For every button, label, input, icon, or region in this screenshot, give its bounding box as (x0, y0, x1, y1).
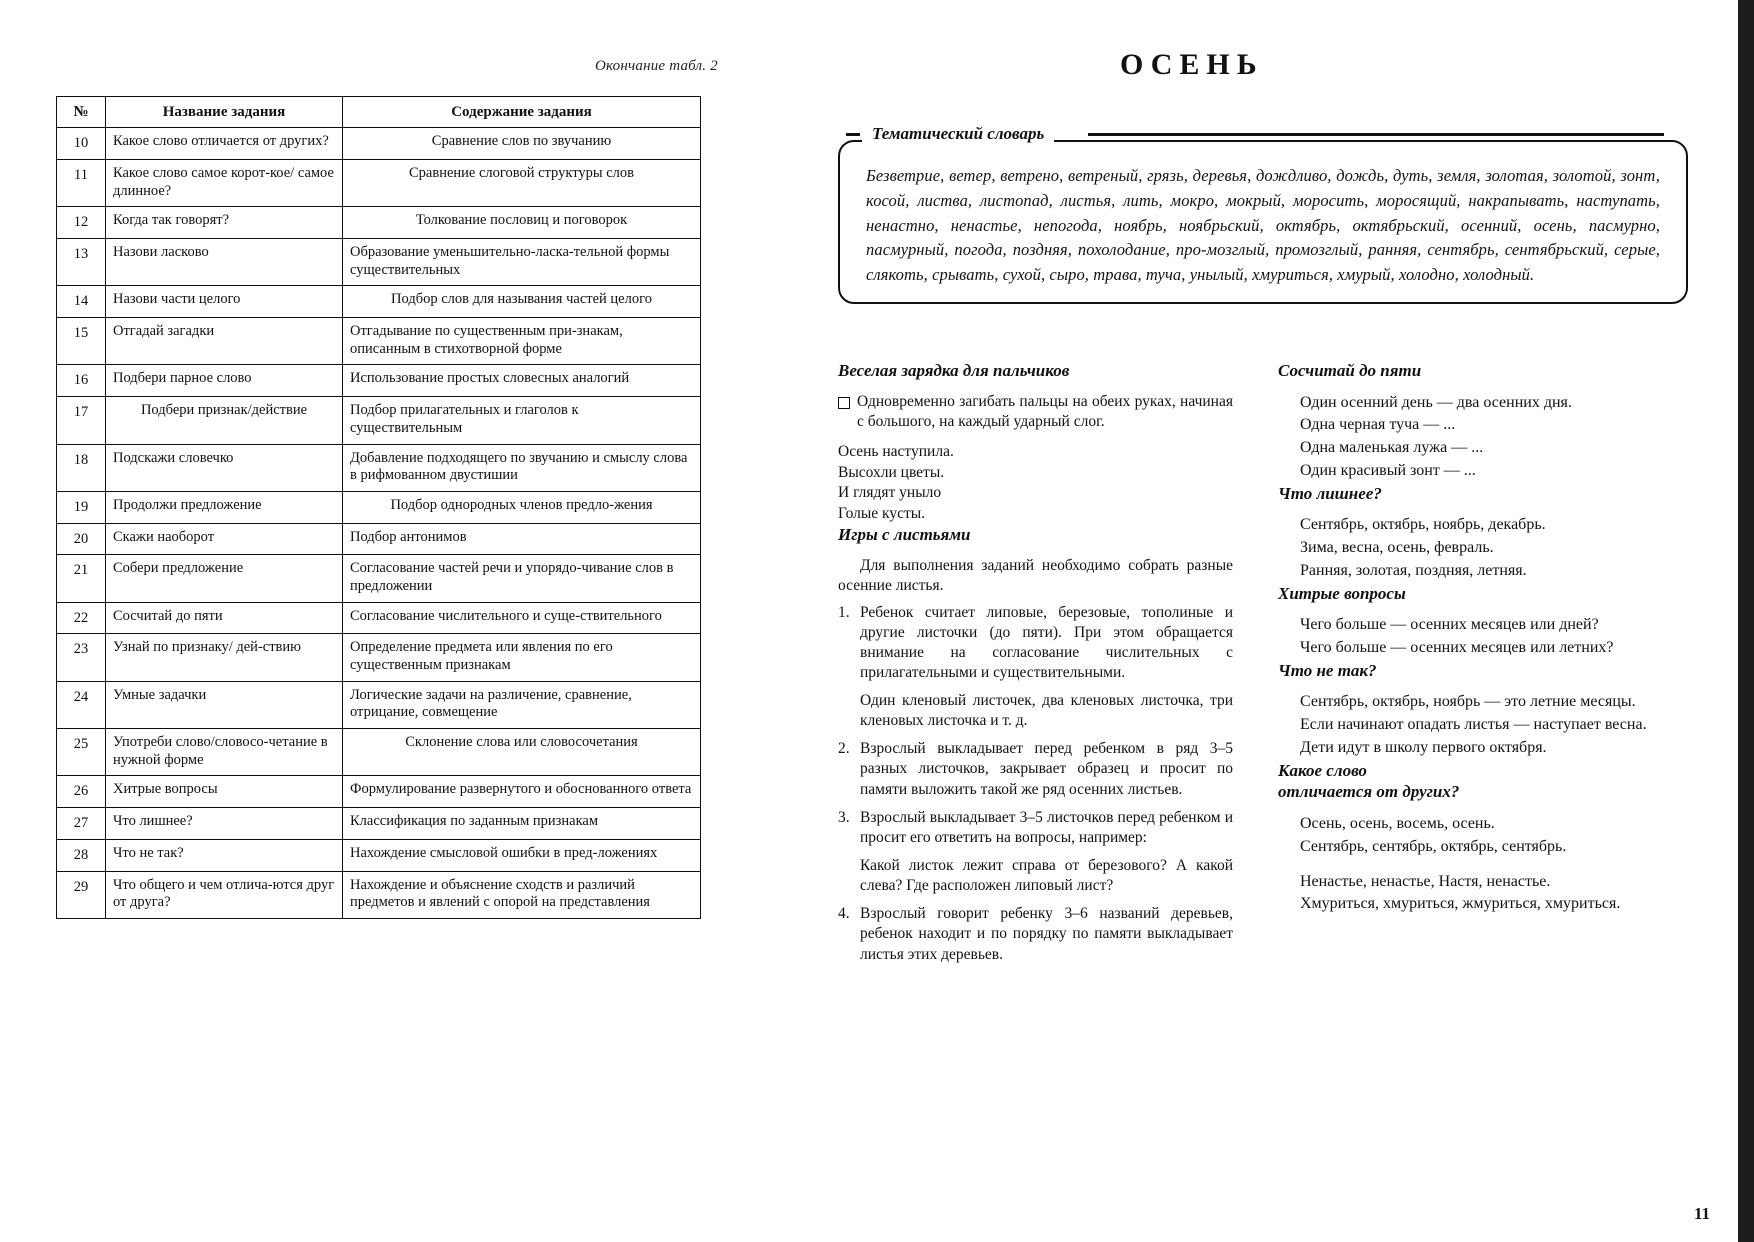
row-desc: Нахождение смысловой ошибки в пред-ложениях (343, 839, 701, 871)
left-page (0, 0, 800, 1242)
list-item (838, 739, 1233, 799)
row-name: Отгадай загадки (106, 318, 343, 365)
row-name: Что лишнее? (106, 808, 343, 840)
page-number: 11 (1693, 1204, 1710, 1223)
table-row (57, 634, 701, 681)
item-text: Взрослый говорит ребенку 3–6 названий деревьев, ребенок находит и по порядку по памяти выкладывает листья этих деревьев. (860, 905, 1233, 963)
count-to-five-list (1278, 392, 1678, 483)
row-name: Хитрые вопросы (106, 776, 343, 808)
list-item: Хмуриться, хмуриться, жмуриться, хмуриться. (1300, 895, 1621, 913)
verse-line: Голые кусты. (838, 504, 926, 522)
row-desc: Классификация по заданным признакам (343, 808, 701, 840)
list-item: Сентябрь, октябрь, ноябрь, декабрь. (1300, 516, 1546, 534)
thematic-dictionary-box (838, 140, 1688, 304)
row-name: Сосчитай до пяти (106, 602, 343, 634)
table-row (57, 397, 701, 444)
page-edge-strip (1738, 0, 1754, 1242)
right-page (820, 0, 1740, 1242)
row-desc: Подбор антонимов (343, 523, 701, 555)
heading-line-1: Какое слово (1278, 760, 1367, 780)
row-desc: Подбор однородных членов предло-жения (343, 491, 701, 523)
row-name: Когда так говорят? (106, 207, 343, 239)
leaf-games-intro: Для выполнения заданий необходимо собрать разные осенние листья. (838, 557, 1233, 595)
row-num: 18 (57, 444, 106, 491)
table-row (57, 839, 701, 871)
verse-line: И глядят уныло (838, 484, 942, 502)
page-title: ОСЕНЬ (1120, 48, 1264, 81)
leaf-games-list (838, 603, 1233, 965)
row-num: 15 (57, 318, 106, 365)
item-number (838, 691, 853, 731)
row-name: Употреби слово/словосо-четание в нужной форме (106, 729, 343, 776)
table-row (57, 318, 701, 365)
finger-exercise-verse (838, 442, 1233, 524)
heading-tricky-questions: Хитрые вопросы (1278, 583, 1406, 603)
row-desc: Определение предмета или явления по его существенным признакам (343, 634, 701, 681)
row-num: 23 (57, 634, 106, 681)
list-item (838, 808, 1233, 848)
row-desc: Отгадывание по существенным при-знакам, описанным в стихотворной форме (343, 318, 701, 365)
row-num: 20 (57, 523, 106, 555)
row-num: 13 (57, 239, 106, 286)
table-row (57, 808, 701, 840)
heading-leaf-games: Игры с листьями (838, 525, 971, 545)
what-is-wrong-list (1278, 691, 1678, 759)
row-desc: Подбор слов для называния частей целого (343, 286, 701, 318)
item-number: 2. (838, 740, 850, 758)
list-item: Один красивый зонт — ... (1300, 461, 1476, 479)
list-item: Зима, весна, осень, февраль. (1300, 539, 1494, 557)
row-desc: Согласование числительного и суще-ствительного (343, 602, 701, 634)
square-bullet-icon (838, 397, 850, 409)
list-item (838, 603, 1233, 684)
row-desc: Добавление подходящего по звучанию и смыслу слова в рифмованном двустишии (343, 444, 701, 491)
item-text: Взрослый выкладывает перед ребенком в ряд 3–5 разных листочков, закрывает образец и просит по памяти выложить такой же ряд осенних листьев. (860, 740, 1233, 798)
row-name: Узнай по признаку/ дей-ствию (106, 634, 343, 681)
list-item: Чего больше — осенних месяцев или летних? (1300, 639, 1614, 656)
thematic-dictionary-title: Тематический словарь (862, 124, 1054, 144)
table-row (57, 729, 701, 776)
item-text: Какой листок лежит справа от березового? А какой слева? Где расположен липовый лист? (860, 857, 1233, 895)
which-word-differs-group-2 (1278, 871, 1678, 916)
table-header-name: Название задания (106, 97, 343, 128)
which-word-differs-group-1 (1278, 813, 1678, 858)
verse-line: Высохли цветы. (838, 463, 945, 481)
row-num: 22 (57, 602, 106, 634)
row-num: 12 (57, 207, 106, 239)
thematic-dictionary-text: Безветрие, ветер, ветрено, ветреный, грязь, деревья, дождливо, дождь, дуть, земля, золотая, золотой, зонт, косой, листва, листопад, листья, лить, мокро, мокрый, моросить, моросящий, накрапывать, наступать, ненастно, ненастье, непогода, ноябрь, ноябрьский, октябрь, октябрьский, осенний, осень, пасмурно, пасмурный, погода, поздняя, похолодание, про-мозглый, промозглый, ранняя, сентябрь, сентябрьский, серые, слякоть, срывать, сухой, сыро, трава, туча, унылый, хмуриться, хмурый, холодно, холодный. (866, 166, 1660, 284)
table-row (57, 681, 701, 728)
heading-what-is-extra: Что лишнее? (1278, 483, 1382, 503)
row-desc: Склонение слова или словосочетания (343, 729, 701, 776)
row-desc: Использование простых словесных аналогий (343, 365, 701, 397)
table-header-num: № (57, 97, 106, 128)
column-right (1278, 360, 1678, 916)
table-row (57, 602, 701, 634)
table-row (57, 286, 701, 318)
dictionary-rule-left (846, 133, 860, 136)
row-desc: Нахождение и объяснение сходств и различий предметов и явлений с опорой на представления (343, 871, 701, 918)
item-number: 4. (838, 905, 850, 923)
list-item (838, 856, 1233, 896)
row-num: 25 (57, 729, 106, 776)
heading-which-word-differs (1278, 760, 1678, 804)
row-name: Какое слово отличается от других? (106, 128, 343, 160)
list-item: Одна черная туча — ... (1300, 416, 1456, 434)
row-num: 27 (57, 808, 106, 840)
row-num: 19 (57, 491, 106, 523)
row-name: Подбери признак/действие (106, 397, 343, 444)
table-row (57, 444, 701, 491)
table-continuation-note: Окончание табл. 2 (595, 58, 718, 74)
row-name: Продолжи предложение (106, 491, 343, 523)
list-item: Осень, осень, восемь, осень. (1300, 815, 1495, 833)
heading-line-2: отличается от других? (1278, 782, 1460, 802)
list-item: Если начинают опадать листья — наступает весна. (1300, 716, 1647, 734)
item-number: 3. (838, 808, 850, 826)
row-desc: Толкование пословиц и поговорок (343, 207, 701, 239)
list-item: Сентябрь, сентябрь, октябрь, сентябрь. (1300, 837, 1567, 855)
row-name: Назови части целого (106, 286, 343, 318)
item-text: Взрослый выкладывает 3–5 листочков перед ребенком и просит его ответить на вопросы, например: (860, 808, 1233, 846)
instruction-text: Одновременно загибать пальцы на обеих руках, начиная с большого, на каждый ударный слог. (857, 392, 1233, 430)
list-item (838, 691, 1233, 731)
verse-line: Осень наступила. (838, 443, 954, 461)
table-row (57, 128, 701, 160)
item-number (838, 856, 853, 896)
item-text: Ребенок считает липовые, березовые, тополиные и другие листочки (до пяти). При этом обращается внимание на согласование числительных с прилагательными и существительными. (860, 603, 1233, 681)
list-item: Сентябрь, октябрь, ноябрь — это летние месяцы. (1300, 693, 1636, 711)
row-desc: Логические задачи на различение, сравнение, отрицание, совмещение (343, 681, 701, 728)
table-row (57, 871, 701, 918)
list-item: Дети идут в школу первого октября. (1300, 738, 1547, 756)
heading-what-is-wrong: Что не так? (1278, 660, 1377, 680)
row-num: 28 (57, 839, 106, 871)
row-num: 14 (57, 286, 106, 318)
row-num: 29 (57, 871, 106, 918)
row-desc: Образование уменьшительно-ласка-тельной формы существительных (343, 239, 701, 286)
column-left (838, 360, 1233, 973)
tasks-table (56, 96, 701, 919)
item-number: 1. (838, 603, 850, 621)
row-desc: Сравнение слов по звучанию (343, 128, 701, 160)
list-item (838, 904, 1233, 964)
row-num: 21 (57, 555, 106, 602)
row-desc: Подбор прилагательных и глаголов к существительным (343, 397, 701, 444)
list-item: Одна маленькая лужа — ... (1300, 439, 1484, 457)
table-row (57, 239, 701, 286)
row-name: Скажи наоборот (106, 523, 343, 555)
row-num: 24 (57, 681, 106, 728)
table-row (57, 365, 701, 397)
table-row (57, 523, 701, 555)
list-item: Ранняя, золотая, поздняя, летняя. (1300, 561, 1527, 579)
table-header-desc: Содержание задания (343, 97, 701, 128)
row-name: Подскажи словечко (106, 444, 343, 491)
row-name: Что общего и чем отлича-ются друг от друга? (106, 871, 343, 918)
row-name: Назови ласково (106, 239, 343, 286)
list-item: Один осенний день — два осенних дня. (1300, 393, 1572, 411)
row-desc: Согласование частей речи и упорядо-чивание слов в предложении (343, 555, 701, 602)
row-name: Какое слово самое корот-кое/ самое длинное? (106, 159, 343, 206)
row-name: Подбери парное слово (106, 365, 343, 397)
table-row (57, 159, 701, 206)
heading-finger-exercise: Веселая зарядка для пальчиков (838, 361, 1070, 380)
row-name: Умные задачки (106, 681, 343, 728)
row-num: 26 (57, 776, 106, 808)
list-item: Чего больше — осенних месяцев или дней? (1300, 616, 1599, 634)
list-item: Ненастье, ненастье, Настя, ненастье. (1300, 872, 1551, 890)
row-num: 17 (57, 397, 106, 444)
dictionary-rule-right (1088, 133, 1664, 136)
table-row (57, 555, 701, 602)
tricky-questions-list (1278, 614, 1678, 659)
finger-exercise-instruction (838, 392, 1233, 432)
table-row (57, 776, 701, 808)
row-desc: Сравнение слоговой структуры слов (343, 159, 701, 206)
table-row (57, 207, 701, 239)
what-is-extra-list (1278, 514, 1678, 582)
row-name: Что не так? (106, 839, 343, 871)
row-desc: Формулирование развернутого и обоснованного ответа (343, 776, 701, 808)
row-num: 11 (57, 159, 106, 206)
table-row (57, 491, 701, 523)
row-num: 10 (57, 128, 106, 160)
table-header-row (57, 97, 701, 128)
item-text: Один кленовый листочек, два кленовых листочка, три кленовых листочка и т. д. (860, 692, 1233, 730)
row-name: Собери предложение (106, 555, 343, 602)
heading-count-to-five: Сосчитай до пяти (1278, 361, 1422, 380)
row-num: 16 (57, 365, 106, 397)
